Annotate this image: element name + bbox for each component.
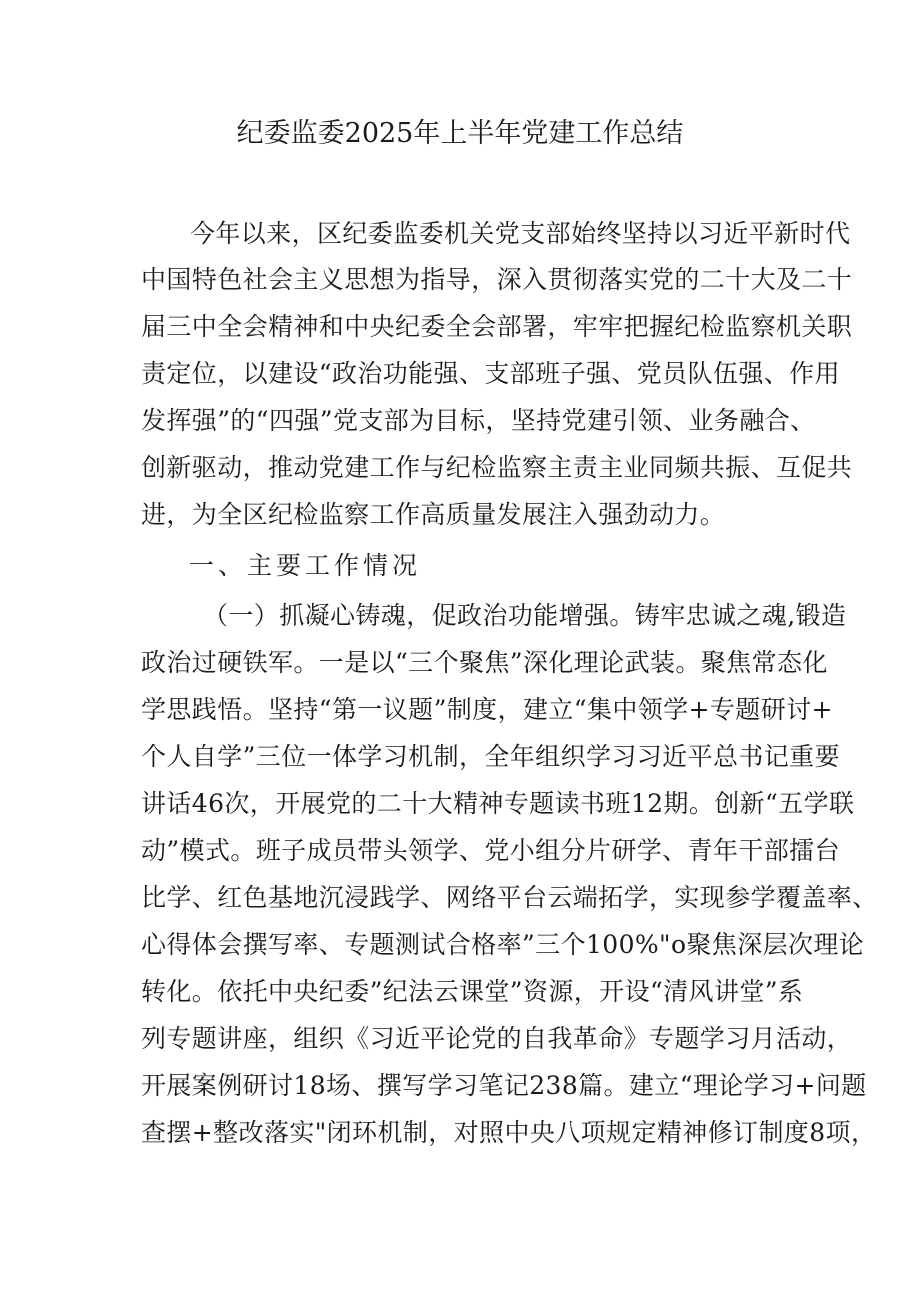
paragraph-line: 开展案例研讨18场、撰写学习笔记238篇。建立“理论学习+问题 — [141, 1071, 867, 1100]
paragraph-line: 中国特色社会主义思想为指导，深入贯彻落实党的二十大及二十 — [141, 265, 853, 294]
paragraph-line: 列专题讲座，组织《习近平论党的自我革命》专题学习月活动， — [141, 1024, 853, 1053]
paragraph-line: 进，为全区纪检监察工作高质量发展注入强劲动力。 — [141, 500, 726, 529]
paragraph-line: 查摆+整改落实"闭环机制，对照中央八项规定精神修订制度8项， — [141, 1118, 877, 1147]
document-title: 纪委监委2025年上半年党建工作总结 — [236, 118, 684, 149]
paragraph-line: 讲话46次，开展党的二十大精神专题读书班12期。创新“五学联 — [141, 789, 855, 818]
paragraph-line: 届三中全会精神和中央纪委全会部署，牢牢把握纪检监察机关职 — [141, 312, 853, 341]
paragraph-line: 政治过硬铁军。一是以“三个聚焦”深化理论武装。聚焦常态化 — [141, 648, 828, 677]
paragraph-line: 创新驱动，推动党建工作与纪检监察主责主业同频共振、互促共 — [141, 453, 853, 482]
paragraph-line: 比学、红色基地沉浸践学、网络平台云端拓学，实现参学覆盖率、 — [141, 883, 878, 912]
section-heading: 一、主要工作情况 — [189, 551, 422, 580]
paragraph-line: 责定位，以建设“政治功能强、支部班子强、党员队伍强、作用 — [141, 359, 840, 388]
subsection-heading-line: （一）抓凝心铸魂，促政治功能增强。铸牢忠诚之魂,锻造 — [203, 601, 847, 630]
paragraph-line: 心得体会撰写率、专题测试合格率”三个100%"o聚焦深层次理论 — [141, 930, 865, 959]
paragraph-line: 学思践悟。坚持“第一议题”制度，建立“集中领学+专题研讨+ — [141, 695, 833, 724]
paragraph-line: 个人自学”三位一体学习机制，全年组织学习习近平总书记重要 — [141, 742, 840, 771]
paragraph-line: 转化。依托中央纪委”纪法云课堂”资源，开设“清风讲堂”系 — [141, 977, 804, 1006]
paragraph-line: 发挥强”的“四强”党支部为目标，坚持党建引领、业务融合、 — [141, 406, 816, 435]
paragraph-line: 今年以来，区纪委监委机关党支部始终坚持以习近平新时代 — [190, 219, 851, 248]
paragraph-line: 动”模式。班子成员带头领学、党小组分片研学、青年干部擂台 — [141, 836, 840, 865]
